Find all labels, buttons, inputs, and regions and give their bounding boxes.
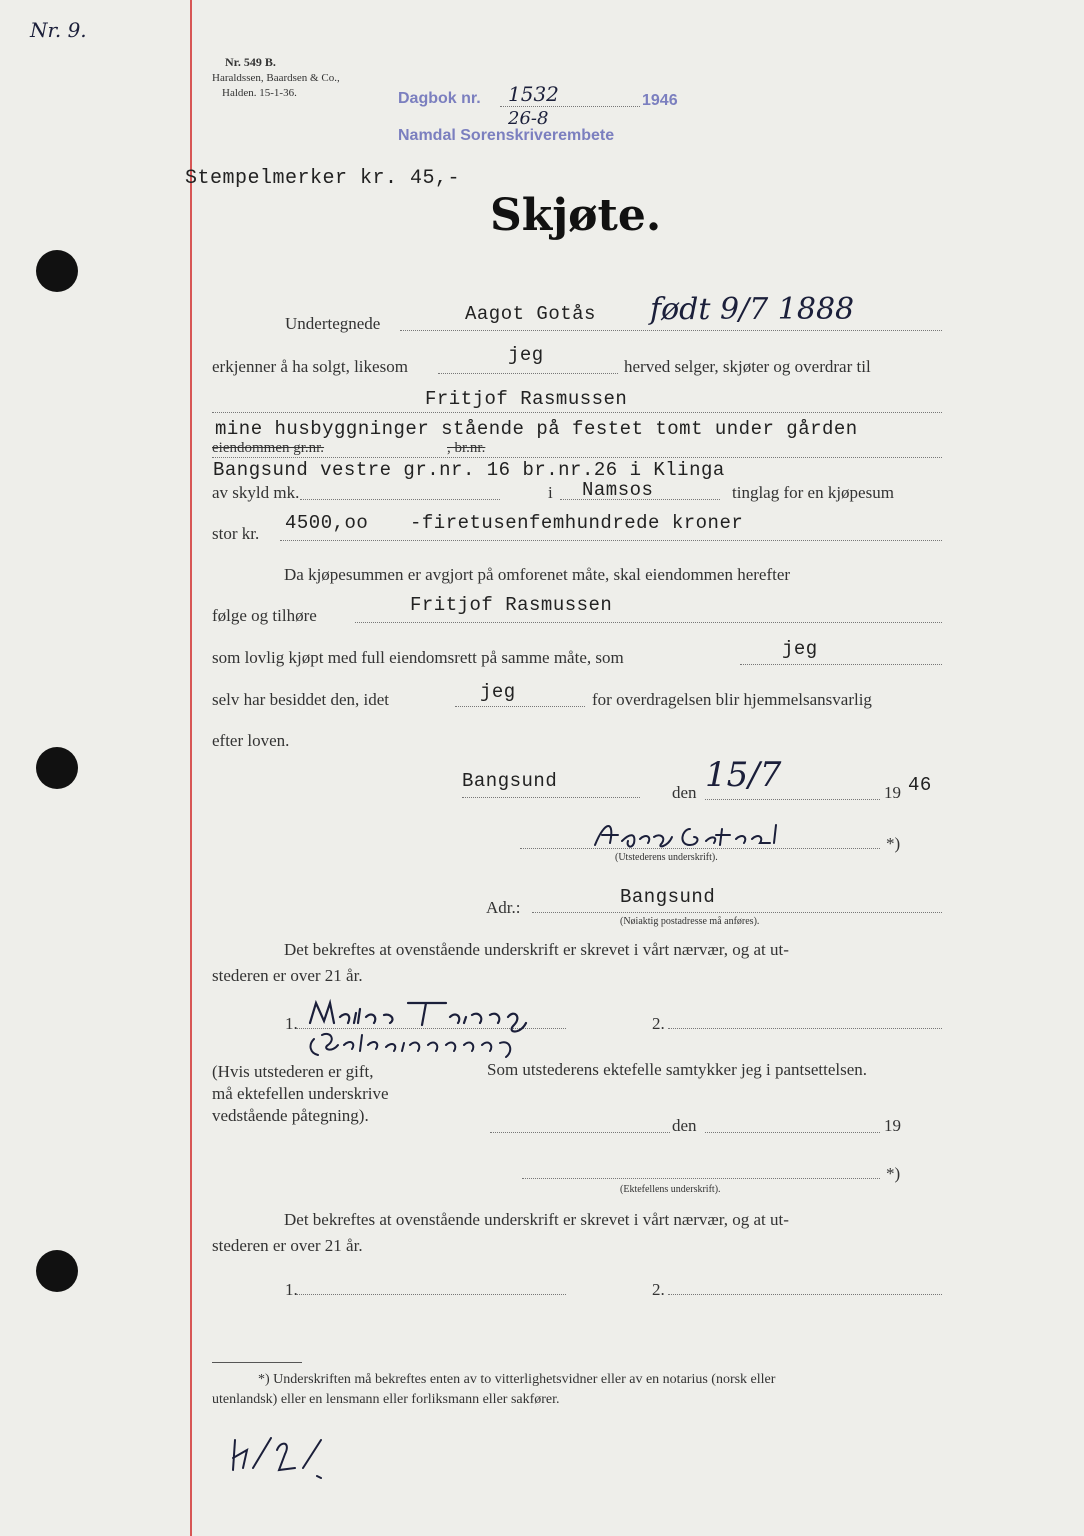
- witness2-n1: 1.: [285, 1280, 298, 1299]
- spouse-note-1: (Hvis utstederen er gift,: [212, 1062, 374, 1081]
- tinglag-text: tinglag for en kjøpesum: [732, 483, 894, 502]
- witness2-n2: 2.: [652, 1280, 665, 1299]
- margin-handwriting: [225, 1420, 345, 1490]
- signature-line: [520, 848, 880, 849]
- form-number: Nr. 549 B.: [225, 55, 276, 69]
- witness1-text2: stederen er over 21 år.: [212, 966, 363, 985]
- hjemmel-text: for overdragelsen blir hjemmelsansvarlig: [592, 690, 872, 709]
- buyer-name: Fritjof Rasmussen: [425, 388, 628, 410]
- property-line: [212, 457, 942, 458]
- pronoun2-line: [455, 706, 585, 707]
- seller-born-note: født 9/7 1888: [650, 292, 855, 327]
- lovlig-text: som lovlig kjøpt med full eiendomsrett på samme måte, som: [212, 648, 624, 667]
- corner-note: Nr. 9.: [30, 18, 87, 42]
- form-printer: Haraldssen, Baardsen & Co.,: [212, 72, 340, 84]
- footnote-line2: utenlandsk) eller en lensmann eller forliksmann eller sakfører.: [212, 1392, 560, 1407]
- witness2-text1: Det bekreftes at ovenstående underskrift er skrevet i vårt nærvær, og at ut-: [284, 1210, 789, 1229]
- skyld-label: av skyld mk.: [212, 483, 300, 502]
- address: Bangsund: [620, 886, 716, 908]
- place-line: [462, 797, 640, 798]
- spouse-place-line: [490, 1132, 670, 1133]
- stamp-year: 1946: [642, 92, 678, 109]
- spouse-note-2: må ektefellen underskrive: [212, 1084, 389, 1103]
- spouse-den-label: den: [672, 1116, 697, 1135]
- stempelmerker: Stempelmerker kr. 45,-: [185, 167, 461, 190]
- sign-footnote-mark: *): [886, 834, 901, 853]
- sale-pronoun: jeg: [508, 344, 544, 366]
- spouse-date-line: [705, 1132, 880, 1133]
- stamp-date: 26-8: [508, 108, 549, 129]
- footnote-line1: *) Underskriften må bekreftes enten av to vitterlighetsvidner eller av en notarius (norsk eller: [258, 1372, 776, 1387]
- witness2-line1: [296, 1294, 566, 1295]
- seller-name: Aagot Gotås: [465, 303, 596, 325]
- seller-signature: [590, 815, 820, 855]
- witness1-n2: 2.: [652, 1014, 665, 1033]
- property-line2: Bangsund vestre gr.nr. 16 br.nr.26 i Klinga: [213, 459, 725, 481]
- selv-text: selv har besiddet den, idet: [212, 690, 390, 709]
- footnote-rule: [212, 1362, 302, 1363]
- spouse-signature-line: [522, 1178, 880, 1179]
- seller-label: Undertegnede: [285, 314, 381, 333]
- pronoun-line: [438, 373, 618, 374]
- sign-year-prefix: 19: [884, 783, 901, 802]
- punch-hole: [36, 1250, 78, 1292]
- spouse-note-3: vedstående påtegning).: [212, 1106, 369, 1125]
- witness2-line2: [668, 1294, 942, 1295]
- amount: 4500,oo: [285, 512, 369, 534]
- adr-label: Adr.:: [486, 898, 521, 917]
- pronoun2: jeg: [480, 681, 516, 703]
- stamp-dagbok-label: Dagbok nr.: [398, 90, 481, 107]
- property-line1: mine husbyggninger stående på festet tomt under gården: [215, 418, 858, 440]
- folge-label: følge og tilhøre: [212, 606, 317, 625]
- witness2-text2: stederen er over 21 år.: [212, 1236, 363, 1255]
- efter-text: efter loven.: [212, 731, 290, 750]
- amount-words: -firetusenfemhundrede kroner: [410, 512, 744, 534]
- punch-hole: [36, 747, 78, 789]
- spouse-year-prefix: 19: [884, 1116, 901, 1135]
- new-owner-line: [355, 622, 942, 623]
- amount-line: [280, 540, 942, 541]
- address-line: [532, 912, 942, 913]
- punch-hole: [36, 250, 78, 292]
- witness-signature: [300, 995, 560, 1065]
- tinglag-name: Namsos: [582, 479, 654, 501]
- sale-text2: herved selger, skjøter og overdrar til: [624, 357, 871, 376]
- sign-caption: (Utstederens underskrift).: [615, 852, 718, 863]
- stamp-number-line: [500, 106, 640, 107]
- pronoun1: jeg: [782, 638, 818, 660]
- clause-text1: Da kjøpesummen er avgjort på omforenet måte, skal eiendommen herefter: [284, 565, 791, 584]
- margin-rule: [190, 0, 192, 1536]
- stamp-dagbok-number: 1532: [508, 82, 559, 106]
- seller-line: [400, 330, 942, 331]
- stor-label: stor kr.: [212, 524, 260, 543]
- sign-year-suffix: 46: [908, 774, 932, 796]
- i-label: i: [548, 483, 553, 502]
- witness1-line2: [668, 1028, 942, 1029]
- page-title: Skjøte.: [490, 190, 662, 241]
- skyld-line: [300, 499, 500, 500]
- spouse-consent: Som utstederens ektefelle samtykker jeg i pantsettelsen.: [487, 1060, 868, 1079]
- struck-eiendommen: eiendommen gr.nr.: [212, 440, 325, 456]
- witness1-n1: 1.: [285, 1014, 298, 1033]
- date-line: [705, 799, 880, 800]
- adr-caption: (Nøiaktig postadresse må anføres).: [620, 916, 760, 927]
- sale-text1: erkjenner å ha solgt, likesom: [212, 357, 408, 376]
- struck-brnr: , br.nr.: [447, 440, 486, 456]
- sign-date: 15/7: [705, 755, 782, 795]
- pronoun1-line: [740, 664, 942, 665]
- stamp-office: Namdal Sorenskriverembete: [398, 127, 615, 144]
- sign-place: Bangsund: [462, 770, 558, 792]
- spouse-caption: (Ektefellens underskrift).: [620, 1184, 721, 1195]
- witness1-text1: Det bekreftes at ovenstående underskrift er skrevet i vårt nærvær, og at ut-: [284, 940, 789, 959]
- buyer-line: [212, 412, 942, 413]
- spouse-footnote-mark: *): [886, 1164, 901, 1183]
- new-owner: Fritjof Rasmussen: [410, 594, 613, 616]
- sign-den-label: den: [672, 783, 697, 802]
- form-printer-date: Halden. 15-1-36.: [222, 87, 297, 99]
